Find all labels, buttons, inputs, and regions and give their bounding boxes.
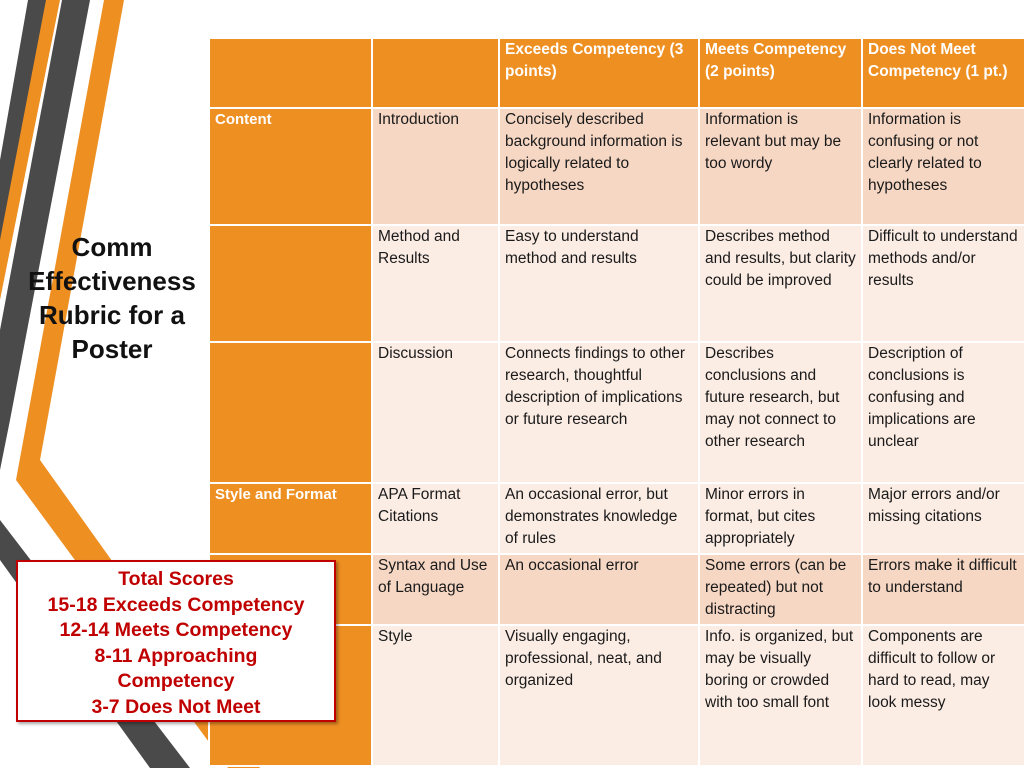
slide-title-line: Poster — [71, 334, 153, 364]
slide-title-line: Rubric for a — [39, 300, 185, 330]
category-cell — [209, 342, 372, 483]
does-not-meet-cell: Errors make it difficult to understand — [862, 554, 1024, 625]
score-line: 8-11 Approaching — [94, 644, 258, 667]
category-cell: Style and Format — [209, 483, 372, 554]
header-cell — [209, 38, 372, 108]
header-row — [209, 38, 1024, 108]
total-scores-box — [16, 560, 336, 722]
exceeds-cell: Connects findings to other research, thoughtful description of implications or future research — [499, 342, 699, 483]
exceeds-cell: Easy to understand method and results — [499, 225, 699, 342]
meets-cell: Information is relevant but may be too wordy — [699, 108, 862, 225]
meets-cell: Some errors (can be repeated) but not distracting — [699, 554, 862, 625]
table-row — [209, 225, 1024, 342]
exceeds-cell: Visually engaging, professional, neat, and organized — [499, 625, 699, 766]
header-cell: Meets Competency (2 points) — [699, 38, 862, 108]
does-not-meet-cell: Description of conclusions is confusing and implications are unclear — [862, 342, 1024, 483]
does-not-meet-cell: Components are difficult to follow or hard to read, may look messy — [862, 625, 1024, 766]
does-not-meet-cell: Information is confusing or not clearly related to hypotheses — [862, 108, 1024, 225]
does-not-meet-cell: Difficult to understand methods and/or results — [862, 225, 1024, 342]
slide-title-line: Effectiveness — [28, 266, 196, 296]
criterion-cell: Style — [372, 625, 499, 766]
table-row — [209, 342, 1024, 483]
scores-heading: Total Scores — [118, 568, 234, 590]
does-not-meet-cell: Major errors and/or missing citations — [862, 483, 1024, 554]
header-cell: Exceeds Competency (3 points) — [499, 38, 699, 108]
category-cell — [209, 225, 372, 342]
criterion-cell: Method and Results — [372, 225, 499, 342]
meets-cell: Describes method and results, but clarity could be improved — [699, 225, 862, 342]
exceeds-cell: Concisely described background information is logically related to hypotheses — [499, 108, 699, 225]
meets-cell: Describes conclusions and future research, but may not connect to other research — [699, 342, 862, 483]
table-row — [209, 108, 1024, 225]
score-line: 15-18 Exceeds Competency — [47, 593, 305, 616]
criterion-cell: Introduction — [372, 108, 499, 225]
category-cell: Content — [209, 108, 372, 225]
score-line: Competency — [117, 670, 235, 692]
meets-cell: Minor errors in format, but cites appropriately — [699, 483, 862, 554]
meets-cell: Info. is organized, but may be visually boring or crowded with too small font — [699, 625, 862, 766]
criterion-cell: APA Format Citations — [372, 483, 499, 554]
slide-title — [14, 230, 210, 366]
exceeds-cell: An occasional error, but demonstrates knowledge of rules — [499, 483, 699, 554]
slide-title-line: Comm — [71, 232, 153, 262]
criterion-cell: Syntax and Use of Language — [372, 554, 499, 625]
exceeds-cell: An occasional error — [499, 554, 699, 625]
score-line: 3-7 Does Not Meet — [91, 695, 261, 718]
criterion-cell: Discussion — [372, 342, 499, 483]
header-cell: Does Not Meet Competency (1 pt.) — [862, 38, 1024, 108]
score-line: 12-14 Meets Competency — [59, 619, 293, 641]
table-row — [209, 483, 1024, 554]
header-cell — [372, 38, 499, 108]
